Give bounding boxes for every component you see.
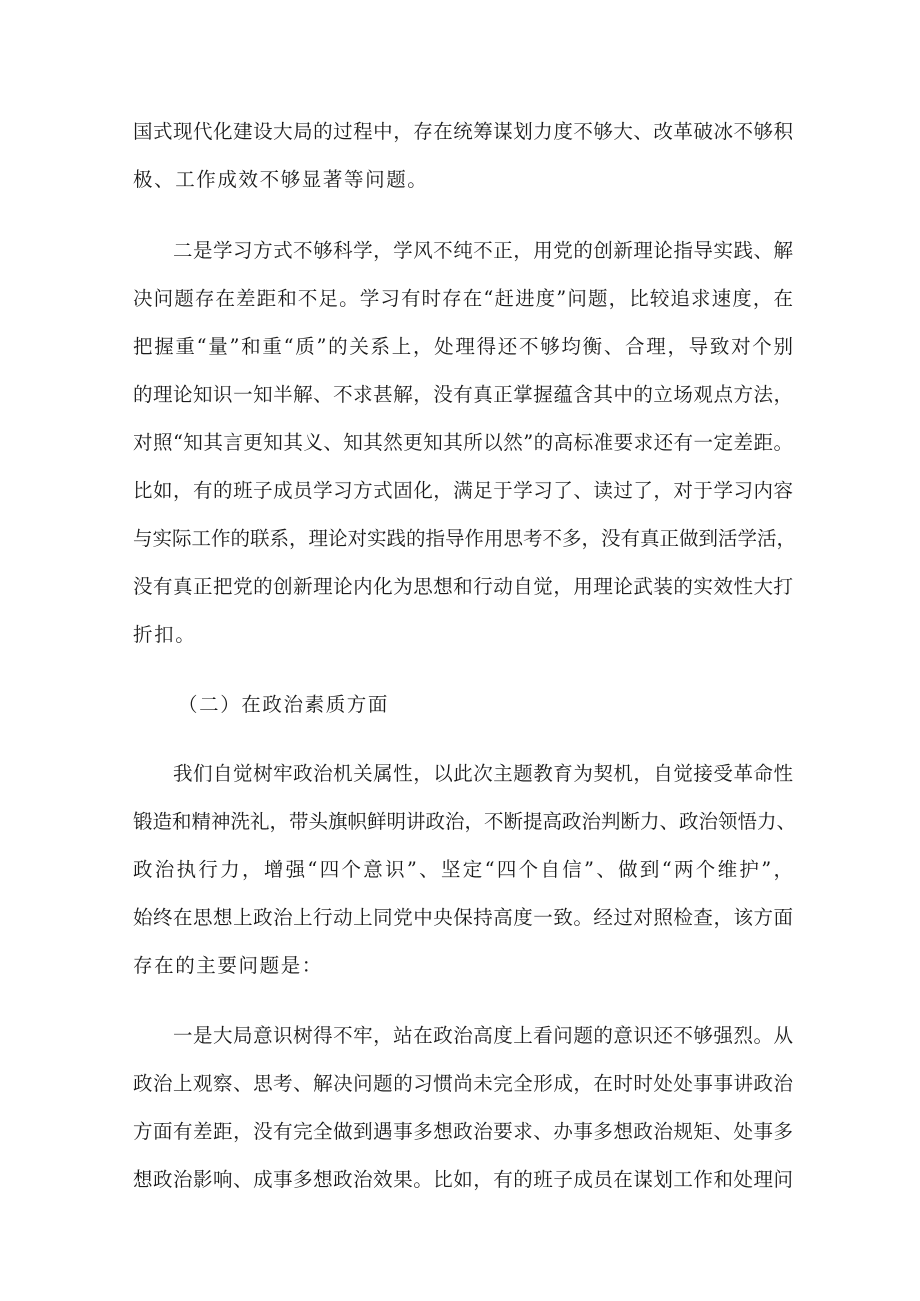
paragraph-2-line-7: 与实际工作的联系，理论对实践的指导作用思考不多，没有真正做到活学活，	[133, 527, 797, 550]
paragraph-3-line-2: 锻造和精神洗礼，带头旗帜鲜明讲政治，不断提高政治判断力、政治领悟力、	[133, 810, 797, 833]
paragraph-2-line-9: 折扣。	[133, 623, 197, 646]
paragraph-3-line-5: 存在的主要问题是：	[133, 954, 323, 977]
section-heading: （二）在政治素质方面	[178, 693, 390, 716]
paragraph-4-line-4: 想政治影响、成事多想政治效果。比如，有的班子成员在谋划工作和处理问	[133, 1168, 793, 1191]
paragraph-4-line-3: 方面有差距，没有完全做到遇事多想政治要求、办事多想政治规矩、处事多	[133, 1120, 793, 1143]
paragraph-2-line-1: 二是学习方式不够科学，学风不纯不正，用党的创新理论指导实践、解	[173, 239, 793, 262]
paragraph-2-line-3: 把握重“量”和重“质”的关系上，处理得还不够均衡、合理，导致对个别	[133, 335, 793, 358]
paragraph-3-line-1: 我们自觉树牢政治机关属性，以此次主题教育为契机，自觉接受革命性	[173, 762, 793, 785]
paragraph-4-line-1: 一是大局意识树得不牢，站在政治高度上看问题的意识还不够强烈。从	[173, 1024, 793, 1047]
paragraph-2-line-6: 比如，有的班子成员学习方式固化，满足于学习了、读过了，对于学习内容	[133, 479, 793, 502]
paragraph-3-line-3: 政治执行力，增强“四个意识”、坚定“四个自信”、做到“两个维护”，	[133, 858, 793, 881]
paragraph-1-line-1: 国式现代化建设大局的过程中，存在统筹谋划力度不够大、改革破冰不够积	[133, 120, 793, 143]
paragraph-2-line-2: 决问题存在差距和不足。学习有时存在“赶进度”问题，比较追求速度，在	[133, 287, 793, 310]
paragraph-3-line-4: 始终在思想上政治上行动上同党中央保持高度一致。经过对照检查，该方面	[133, 906, 793, 929]
paragraph-2-line-4: 的理论知识一知半解、不求甚解，没有真正掌握蕴含其中的立场观点方法，	[133, 383, 793, 406]
paragraph-1-line-2: 极、工作成效不够显著等问题。	[133, 168, 429, 191]
paragraph-4-line-2: 政治上观察、思考、解决问题的习惯尚未完全形成，在时时处处事事讲政治	[133, 1072, 793, 1095]
paragraph-2-line-5: 对照“知其言更知其义、知其然更知其所以然”的高标准要求还有一定差距。	[133, 431, 793, 454]
paragraph-2-line-8: 没有真正把党的创新理论内化为思想和行动自觉，用理论武装的实效性大打	[133, 575, 793, 598]
